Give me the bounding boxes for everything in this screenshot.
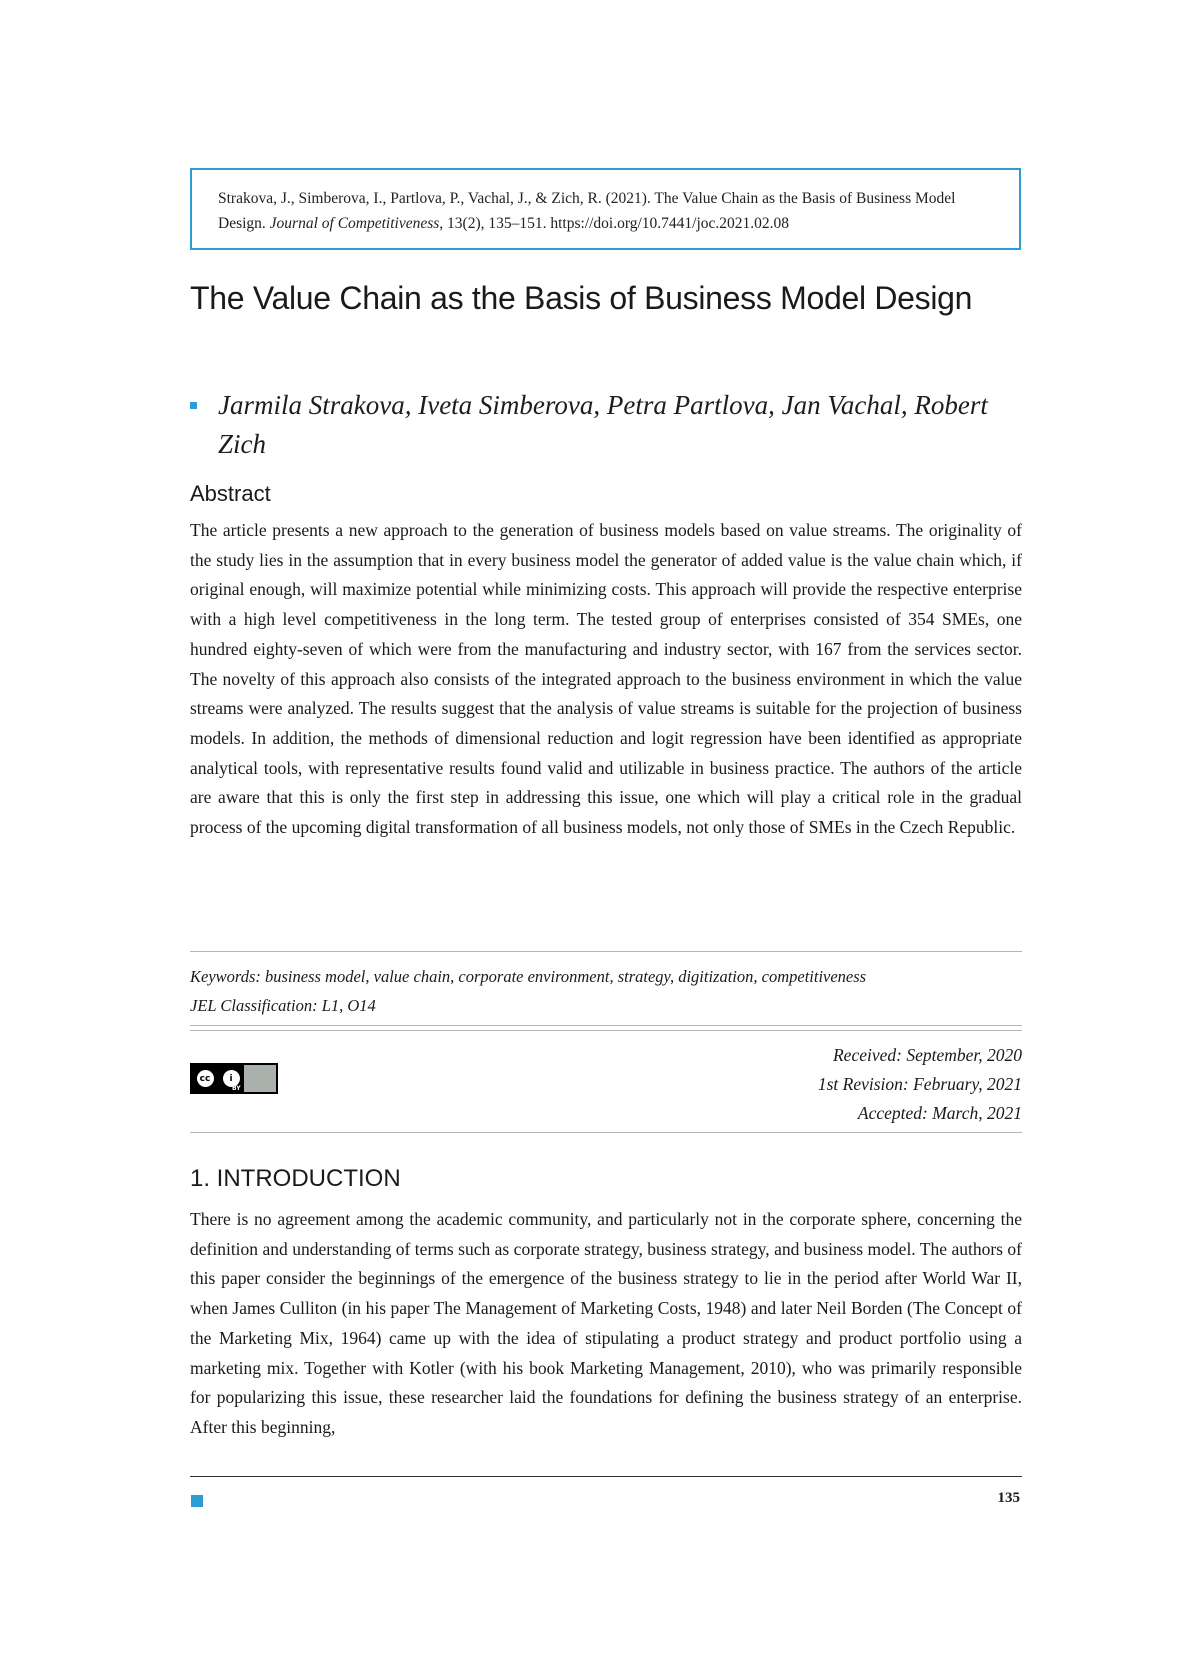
divider — [190, 951, 1022, 952]
attribution-icon: i — [223, 1070, 240, 1087]
citation-box — [190, 168, 1021, 250]
keywords-block — [190, 962, 1022, 1020]
received-date: Received: September, 2020 — [832, 1045, 1022, 1065]
abstract-heading: Abstract — [190, 481, 271, 506]
citation-text: Strakova, J., Simberova, I., Partlova, P., Vachal, J., & Zich, R. (2021). The Value Chain as the Basis of Business Model Design. — [218, 190, 956, 232]
revision-date: 1st Revision: February, 2021 — [817, 1074, 1022, 1094]
citation-details: , 13(2), 135–151. https://doi.org/10.7441/joc.2021.02.08 — [439, 215, 790, 232]
by-label: BY — [232, 1085, 241, 1092]
dates-block — [818, 1041, 1022, 1128]
paper-title: The Value Chain as the Basis of Business Model Design — [190, 280, 973, 316]
jel-label: JEL Classification: — [190, 996, 318, 1015]
abstract-body: The article presents a new approach to the generation of business models based on value streams. The originality of the study lies in the assumption that in every business model the generator of added value is the value chain which, if original enough, will maximize potential while minimizing costs. This approach will provide the respective enterprise with a high level competitiveness in the long term. The tested group of enterprises consisted of 354 SMEs, one hundred eighty-seven of which were from the manufacturing and industry sector, with 167 from the services sector. The novelty of this approach also consists of the integrated approach to the business environment in which the value streams were analyzed. The results suggest that the analysis of value streams is suitable for the projection of business models. In addition, the methods of dimensional reduction and logit regression have been identified as appropriate analytical tools, with representative results found valid and utilizable in business practice. The authors of the article are aware that this is only the first step in addressing this issue, one which will play a critical role in the gradual process of the upcoming digital transformation of all business models, not only those of SMEs in the Czech Republic. — [190, 520, 1022, 838]
cc-icon: cc — [197, 1070, 214, 1087]
accepted-date: Accepted: March, 2021 — [857, 1103, 1022, 1123]
introduction-body: There is no agreement among the academic community, and particularly not in the corporate sphere, concerning the definition and understanding of terms such as corporate strategy, business strategy, and business model. The authors of this paper consider the beginnings of the emergence of the business strategy to lie in the period after World War II, when James Culliton (in his paper The Management of Marketing Costs, 1948) and later Neil Borden (The Concept of the Marketing Mix, 1964) came up with the idea of stipulating a product strategy and product portfolio using a marketing mix. Together with Kotler (with his book Marketing Management, 2010), who was primarily responsible for popularizing this issue, these researcher laid the foundations for defining the business strategy of an enterprise. After this beginning, — [190, 1209, 1022, 1437]
footer-square-icon — [191, 1495, 203, 1507]
authors: Jarmila Strakova, Iveta Simberova, Petra Partlova, Jan Vachal, Robert Zich — [218, 390, 988, 459]
bullet-square-icon — [190, 402, 197, 409]
keywords-line — [190, 962, 1022, 991]
authors-block — [190, 386, 1020, 464]
cc-by-license-badge[interactable] — [190, 1063, 278, 1094]
keywords-label: Keywords: — [190, 967, 261, 986]
citation-journal: Journal of Competitiveness — [269, 215, 440, 232]
keywords-value: business model, value chain, corporate environment, strategy, digitization, competitiveness — [265, 967, 867, 986]
footer-rule — [190, 1476, 1022, 1477]
jel-value: L1, O14 — [321, 996, 376, 1015]
divider — [190, 1132, 1022, 1133]
section-heading-introduction: 1. INTRODUCTION — [190, 1165, 401, 1192]
double-divider — [190, 1025, 1022, 1026]
page-number: 135 — [997, 1490, 1020, 1506]
jel-line — [190, 991, 1022, 1020]
